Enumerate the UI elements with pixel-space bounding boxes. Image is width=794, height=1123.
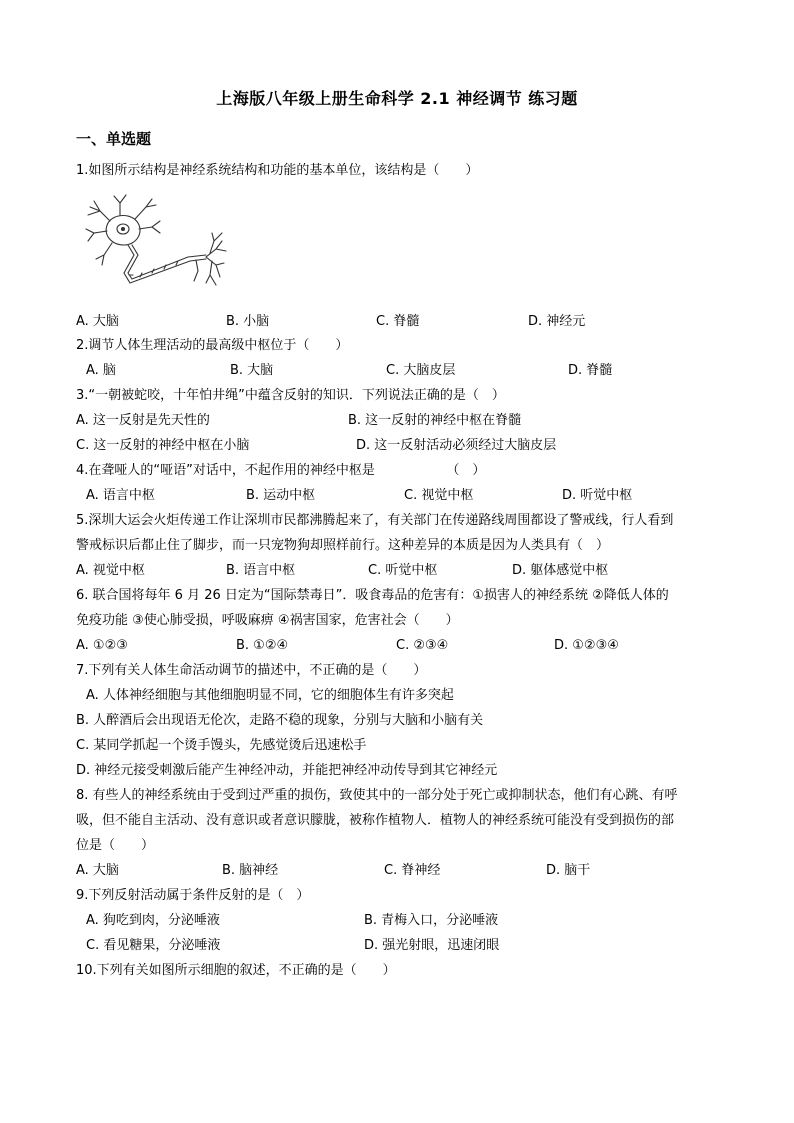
question-9-option-c: C. 看见糖果，分泌唾液 <box>86 938 221 953</box>
question-8-option-b: B. 脑神经 <box>222 863 279 878</box>
question-3-option-a: A. 这一反射是先天性的 <box>76 413 210 428</box>
question-8-option-a: A. 大脑 <box>76 863 119 878</box>
question-1-option-b: B. 小脑 <box>226 314 270 329</box>
question-2-option-b: B. 大脑 <box>230 363 274 378</box>
question-7-option-a: A. 人体神经细胞与其他细胞明显不同，它的细胞体生有许多突起 <box>86 688 454 703</box>
question-2-option-d: D. 脊髓 <box>568 363 613 378</box>
question-2-option-a: A. 脑 <box>86 363 116 378</box>
question-8-option-d: D. 脑干 <box>546 863 591 878</box>
question-6-option-a: A. ①②③ <box>76 638 128 653</box>
question-1-option-c: C. 脊髓 <box>376 314 420 329</box>
question-8-option-c: C. 脊神经 <box>384 863 441 878</box>
question-4-option-c: C. 视觉中枢 <box>404 488 474 503</box>
question-8-stem-line-1: 8. 有些人的神经系统由于受到过严重的损伤，致使其中的一部分处于死亡或抑制状态，他们有心跳、有呼 <box>76 788 678 803</box>
neuron-diagram <box>80 193 230 298</box>
question-5-option-d: D. 躯体感觉中枢 <box>512 563 609 578</box>
question-3-option-b: B. 这一反射的神经中枢在脊髓 <box>348 413 522 428</box>
page-title: 上海版八年级上册生命科学 2.1 神经调节 练习题 <box>216 89 578 108</box>
question-7-option-c: C. 某同学抓起一个烫手馒头，先感觉烫后迅速松手 <box>76 738 367 753</box>
question-2-option-c: C. 大脑皮层 <box>386 363 456 378</box>
question-2-stem: 2.调节人体生理活动的最高级中枢位于（ ） <box>76 338 349 353</box>
question-4-option-b: B. 运动中枢 <box>246 488 316 503</box>
question-7-stem: 7.下列有关人体生命活动调节的描述中，不正确的是（ ） <box>76 663 427 678</box>
question-5-option-c: C. 听觉中枢 <box>368 563 438 578</box>
question-3-option-c: C. 这一反射的神经中枢在小脑 <box>76 438 250 453</box>
question-5-option-a: A. 视觉中枢 <box>76 563 145 578</box>
question-6-stem-line-1: 6. 联合国将每年 6 月 26 日定为“国际禁毒日”．吸食毒品的危害有：①损害人的神经系统 ②降低人体的 <box>76 588 669 603</box>
question-3-stem: 3.“一朝被蛇咬，十年怕井绳”中蕴含反射的知识．下列说法正确的是（ ） <box>76 388 505 403</box>
question-7-option-b: B. 人醉酒后会出现语无伦次，走路不稳的现象，分别与大脑和小脑有关 <box>76 713 484 728</box>
question-5-option-b: B. 语言中枢 <box>226 563 296 578</box>
question-8-stem-line-3: 位是（ ） <box>76 838 155 853</box>
question-3-option-d: D. 这一反射活动必须经过大脑皮层 <box>356 438 557 453</box>
question-1-option-a: A. 大脑 <box>76 314 119 329</box>
question-7-option-d: D. 神经元接受刺激后能产生神经冲动，并能把神经冲动传导到其它神经元 <box>76 763 498 778</box>
question-5-stem-line-1: 5.深圳大运会火炬传递工作让深圳市民都沸腾起来了，有关部门在传递路线周围都设了警戒线，行人看到 <box>76 513 674 528</box>
question-6-option-b: B. ①②④ <box>236 638 289 653</box>
question-4-stem: 4.在聋哑人的“哑语”对话中，不起作用的神经中枢是 （ ） <box>76 463 486 478</box>
question-6-stem-line-2: 免疫功能 ③使心肺受损，呼吸麻痹 ④祸害国家，危害社会（ ） <box>76 613 459 628</box>
question-8-stem-line-2: 吸，但不能自主活动、没有意识或者意识朦胧，被称作植物人．植物人的神经系统可能没有受到损伤的部 <box>76 813 675 828</box>
question-6-option-c: C. ②③④ <box>396 638 449 653</box>
question-9-stem: 9.下列反射活动属于条件反射的是（ ） <box>76 888 310 903</box>
question-5-stem-line-2: 警戒标识后都止住了脚步，而一只宠物狗却照样前行。这种差异的本质是因为人类具有（ ） <box>76 538 610 553</box>
question-9-option-d: D. 强光射眼，迅速闭眼 <box>364 938 500 953</box>
question-4-option-a: A. 语言中枢 <box>86 488 155 503</box>
question-9-option-b: B. 青梅入口，分泌唾液 <box>364 913 499 928</box>
section-heading: 一、单选题 <box>76 130 152 148</box>
question-10-stem: 10.下列有关如图所示细胞的叙述，不正确的是（ ） <box>76 963 396 978</box>
question-1-stem: 1.如图所示结构是神经系统结构和功能的基本单位，该结构是（ ） <box>76 163 479 178</box>
question-1-option-d: D. 神经元 <box>528 314 586 329</box>
question-9-option-a: A. 狗吃到肉，分泌唾液 <box>86 913 220 928</box>
question-4-option-d: D. 听觉中枢 <box>562 488 633 503</box>
question-6-option-d: D. ①②③④ <box>554 638 619 653</box>
